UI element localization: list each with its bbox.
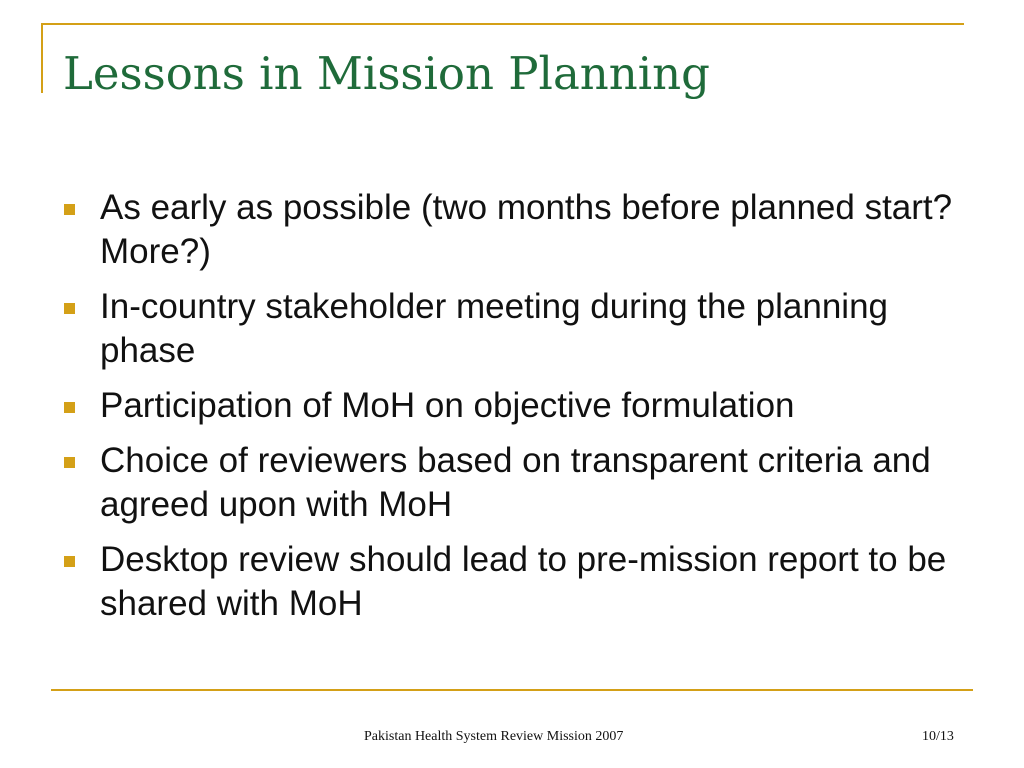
bullet-list <box>64 186 984 637</box>
square-bullet-icon <box>64 457 75 468</box>
bullet-text: Desktop review should lead to pre-mission report to be shared with MoH <box>100 540 947 623</box>
bullet-text: Choice of reviewers based on transparent criteria and agreed upon with MoH <box>100 441 931 524</box>
footer-divider <box>51 689 973 691</box>
corner-bracket-vertical <box>41 23 43 93</box>
footer-text: Pakistan Health System Review Mission 2007 <box>364 729 624 744</box>
square-bullet-icon <box>64 556 75 567</box>
bullet-text: In-country stakeholder meeting during the planning phase <box>100 287 888 370</box>
square-bullet-icon <box>64 204 75 215</box>
page-number: 10/13 <box>922 729 954 744</box>
bullet-text: As early as possible (two months before planned start? More?) <box>100 188 953 271</box>
square-bullet-icon <box>64 402 75 413</box>
corner-bracket-horizontal <box>41 23 964 25</box>
bullet-item <box>64 285 984 373</box>
bullet-item <box>64 538 984 626</box>
bullet-item <box>64 439 984 527</box>
square-bullet-icon <box>64 303 75 314</box>
bullet-item <box>64 384 984 428</box>
bullet-text: Participation of MoH on objective formulation <box>100 386 795 425</box>
bullet-item <box>64 186 984 274</box>
slide-title: Lessons in Mission Planning <box>63 47 710 100</box>
